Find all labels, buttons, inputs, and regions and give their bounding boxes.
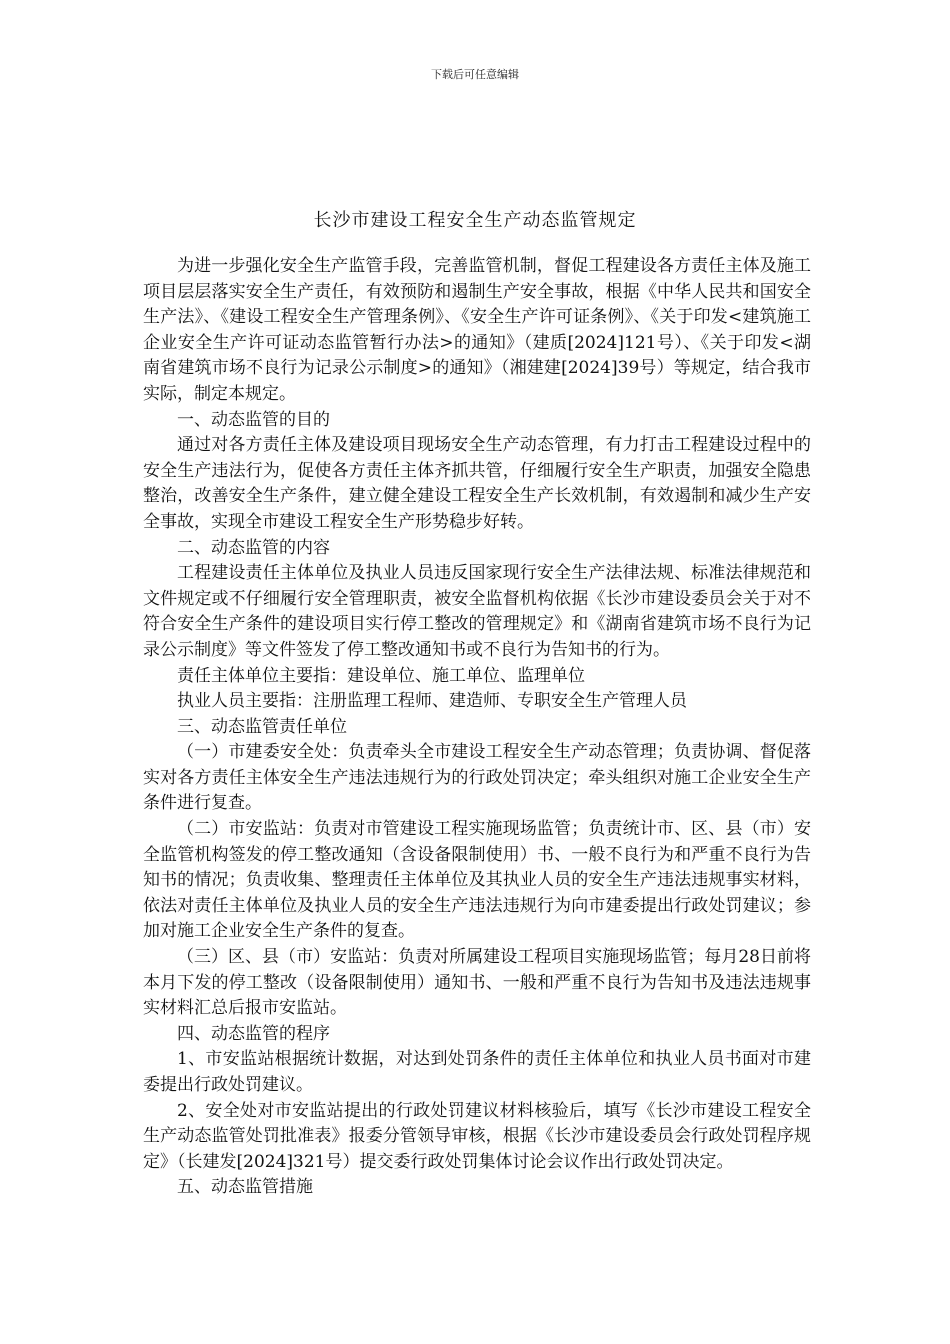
section-heading-procedure: 四、动态监管的程序 <box>177 1023 330 1044</box>
procedure-item-2: 2、安全处对市安监站提出的行政处罚建议材料核验后，填写《长沙市建设工程安全生产动态监管处罚批准表》报委分管领导审核，根据《长沙市建设委员会行政处罚程序规定》（长建发[2024]321号）提交委行政处罚集体讨论会议作出行政处罚决定。 <box>143 1100 811 1172</box>
responsibility-item-1: （一）市建委安全处：负责牵头全市建设工程安全生产动态管理；负责协调、督促落实对各方责任主体安全生产违法违规行为的行政处罚决定；牵头组织对施工企业安全生产条件进行复查。 <box>143 742 811 814</box>
section-heading-responsibility: 三、动态监管责任单位 <box>177 716 347 737</box>
section-heading-content: 二、动态监管的内容 <box>177 537 330 558</box>
responsibility-item-2: （二）市安监站：负责对市管建设工程实施现场监管；负责统计市、区、县（市）安全监管机构签发的停工整改通知（含设备限制使用）书、一般不良行为和严重不良行为告知书的情况；负责收集、整理责任主体单位及其执业人员的安全生产违法违规事实材料，依法对责任主体单位及执业人员的安全生产违法违规行为向市建委提出行政处罚建议；参加对施工企业安全生产条件的复查。 <box>143 819 811 942</box>
header-note: 下载后可任意编辑 <box>431 68 519 81</box>
document-body <box>143 254 811 1201</box>
responsibility-item-3: （三）区、县（市）安监站：负责对所属建设工程项目实施现场监管；每月28日前将本月下发的停工整改（设备限制使用）通知书、一般和严重不良行为告知书及违法违规事实材料汇总后报市安监站。 <box>143 947 811 1019</box>
section-heading-measures: 五、动态监管措施 <box>177 1177 313 1198</box>
responsible-units-line: 责任主体单位主要指：建设单位、施工单位、监理单位 <box>177 665 585 686</box>
document-title: 长沙市建设工程安全生产动态监管规定 <box>313 210 637 231</box>
licensed-personnel-line: 执业人员主要指：注册监理工程师、建造师、专职安全生产管理人员 <box>177 691 687 712</box>
section-heading-purpose: 一、动态监管的目的 <box>177 409 330 430</box>
purpose-paragraph: 通过对各方责任主体及建设项目现场安全生产动态管理，有力打击工程建设过程中的安全生产违法行为，促使各方责任主体齐抓共管，仔细履行安全生产职责，加强安全隐患整治，改善安全生产条件，建立健全建设工程安全生产长效机制，有效遏制和减少生产安全事故，实现全市建设工程安全生产形势稳步好转。 <box>143 435 811 532</box>
intro-paragraph: 为进一步强化安全生产监管手段，完善监管机制，督促工程建设各方责任主体及施工项目层层落实安全生产责任，有效预防和遏制生产安全事故，根据《中华人民共和国安全生产法》、《建设工程安全生产管理条例》、《安全生产许可证条例》、《关于印发<建筑施工企业安全生产许可证动态监管暂行办法>的通知》（建质[2024]121号）、《关于印发<湖南省建筑市场不良行为记录公示制度>的通知》（湘建建[2024]39号）等规定，结合我市实际，制定本规定。 <box>143 256 811 404</box>
procedure-item-1: 1、市安监站根据统计数据，对达到处罚条件的责任主体单位和执业人员书面对市建委提出行政处罚建议。 <box>143 1049 811 1095</box>
content-paragraph: 工程建设责任主体单位及执业人员违反国家现行安全生产法律法规、标准法律规范和文件规定或不仔细履行安全管理职责，被安全监督机构依据《长沙市建设委员会关于对不符合安全生产条件的建设项目实行停工整改的管理规定》和《湖南省建筑市场不良行为记录公示制度》等文件签发了停工整改通知书或不良行为告知书的行为。 <box>143 563 811 660</box>
